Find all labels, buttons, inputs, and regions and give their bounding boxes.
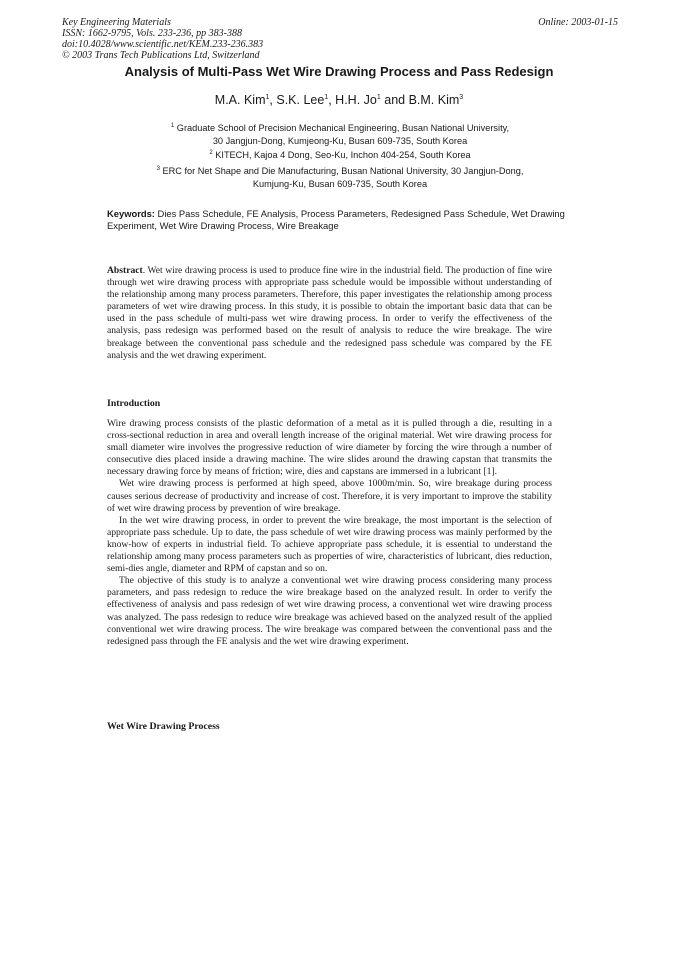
keywords-label: Keywords: <box>107 208 155 219</box>
author: S.K. Lee <box>276 93 325 107</box>
affiliation-mark: 2 <box>209 150 213 156</box>
paragraph: Wire drawing process consists of the plastic deformation of a metal as it is pulled through a die, resulting in a cross-sectional reduction in area and overall length increase of the original material. Wet wire drawing process for small diameter wire involves the progressive reduction of wire diameter by forcing the wire through a number of consecutive dies placed inside a drawing machine. The wire slides around the drawing capstan that transmits the necessary drawing force by means of friction; wire, dies and capstans are immersed in a lubricant [1]. <box>107 418 552 478</box>
journal-name: Key Engineering Materials <box>62 17 171 28</box>
author-affiliation-mark: 1 <box>376 93 381 101</box>
author-separator: , <box>328 93 336 107</box>
online-date: Online: 2003-01-15 <box>538 17 618 28</box>
affiliation-3 <box>130 163 550 190</box>
introduction-body <box>107 418 552 648</box>
issn-line: ISSN: 1662-9795, Vols. 233-236, pp 383-388 <box>62 28 242 39</box>
keywords-text: Dies Pass Schedule, FE Analysis, Process Parameters, Redesigned Pass Schedule, Wet Drawing Experiment, Wet Wire Drawing Process, Wire Breakage <box>107 208 565 231</box>
author-affiliation-mark: 3 <box>459 93 464 101</box>
section-heading-wet-wire-drawing: Wet Wire Drawing Process <box>107 721 220 732</box>
abstract <box>107 265 552 362</box>
affiliation-mark: 3 <box>156 166 160 172</box>
affiliation-mark: 1 <box>170 123 175 129</box>
author-separator: , <box>269 93 277 107</box>
paragraph: In the wet wire drawing process, in order to prevent the wire breakage, the most important is the selection of appropriate pass schedule. Up to date, the pass schedule of wet wire drawing process was mainly performed by the know-how of experts in industrial field. To achieve appropriate pass schedule, it is essential to understand the relationship among many process parameters such as properties of wire, characteristics of lubricant, dies reduction, semi-dies angle, diameter and RPM of capstan and so on. <box>107 514 552 575</box>
author: H.H. Jo <box>335 93 377 107</box>
paragraph: Wet wire drawing process is performed at high speed, above 1000m/min. So, wire breakage during process causes serious decrease of productivity and increase of cost. Therefore, it is very important to improve the stability of wet wire drawing process by prevention of wire breakage. <box>107 478 552 514</box>
affiliation-line: Graduate School of Precision Mechanical Engineering, Busan National University, <box>176 123 510 134</box>
paragraph: The objective of this study is to analyze a conventional wet wire drawing process considering many process parameters, and pass redesign to reduce the wire breakage based on the analyzed result. In order to verify the effectiveness of analysis and pass redesign of wet wire drawing process, a conventional wet wire drawing process was analyzed. The pass redesign to reduce wire breakage was achieved based on the analyzed result of the applied conventional wet wire drawing process. The wire breakage was compared between the conventional pass and the redesigned pass through the FE analysis and the wet wire drawing experiment. <box>107 575 552 647</box>
affiliation-line: ERC for Net Shape and Die Manufacturing, Busan National University, 30 Jangjun-Dong, <box>162 166 524 177</box>
author-separator: and <box>380 93 409 107</box>
abstract-label: Abstract <box>107 265 143 276</box>
author: M.A. Kim <box>214 93 266 107</box>
copyright-line: © 2003 Trans Tech Publications Ltd, Switzerland <box>62 50 260 61</box>
keywords <box>107 208 567 232</box>
affiliation-line: Kumjung-Ku, Busan 609-735, South Korea <box>252 178 428 189</box>
abstract-text: . Wet wire drawing process is used to produce fine wire in the industrial field. The production of fine wire through wet wire drawing process with appropriate pass schedule would be impossible without understanding of the relationship among many process parameters. Therefore, this paper investigates the relationship among process parameters of wet wire drawing process. In this study, it is possible to obtain the important basic data that can be used in the pass schedule of multi-pass wet wire drawing process. In order to verify the effectiveness of the analysis, pass redesign was performed based on the result of analysis to reduce the wire breakage. The wire breakage between the conventional pass schedule and the redesigned pass schedule was compared by the FE analysis and the wet drawing experiment. <box>107 265 552 361</box>
affiliation-1 <box>130 120 550 147</box>
affiliation-2 <box>130 147 550 162</box>
affiliation-line: KITECH, Kajoa 4 Dong, Seo-Ku, Inchon 404-254, South Korea <box>215 150 471 161</box>
author-affiliation-mark: 1 <box>324 93 329 101</box>
author-list <box>0 93 678 107</box>
section-heading-introduction: Introduction <box>107 398 161 409</box>
paper-title: Analysis of Multi-Pass Wet Wire Drawing Process and Pass Redesign <box>124 64 554 79</box>
author-affiliation-mark: 1 <box>265 93 270 101</box>
journal-header <box>62 17 618 61</box>
author: B.M. Kim <box>408 93 460 107</box>
doi-line: doi:10.4028/www.scientific.net/KEM.233-236.383 <box>62 39 264 50</box>
affiliation-line: 30 Jangjun-Dong, Kumjeong-Ku, Busan 609-735, South Korea <box>212 135 468 146</box>
